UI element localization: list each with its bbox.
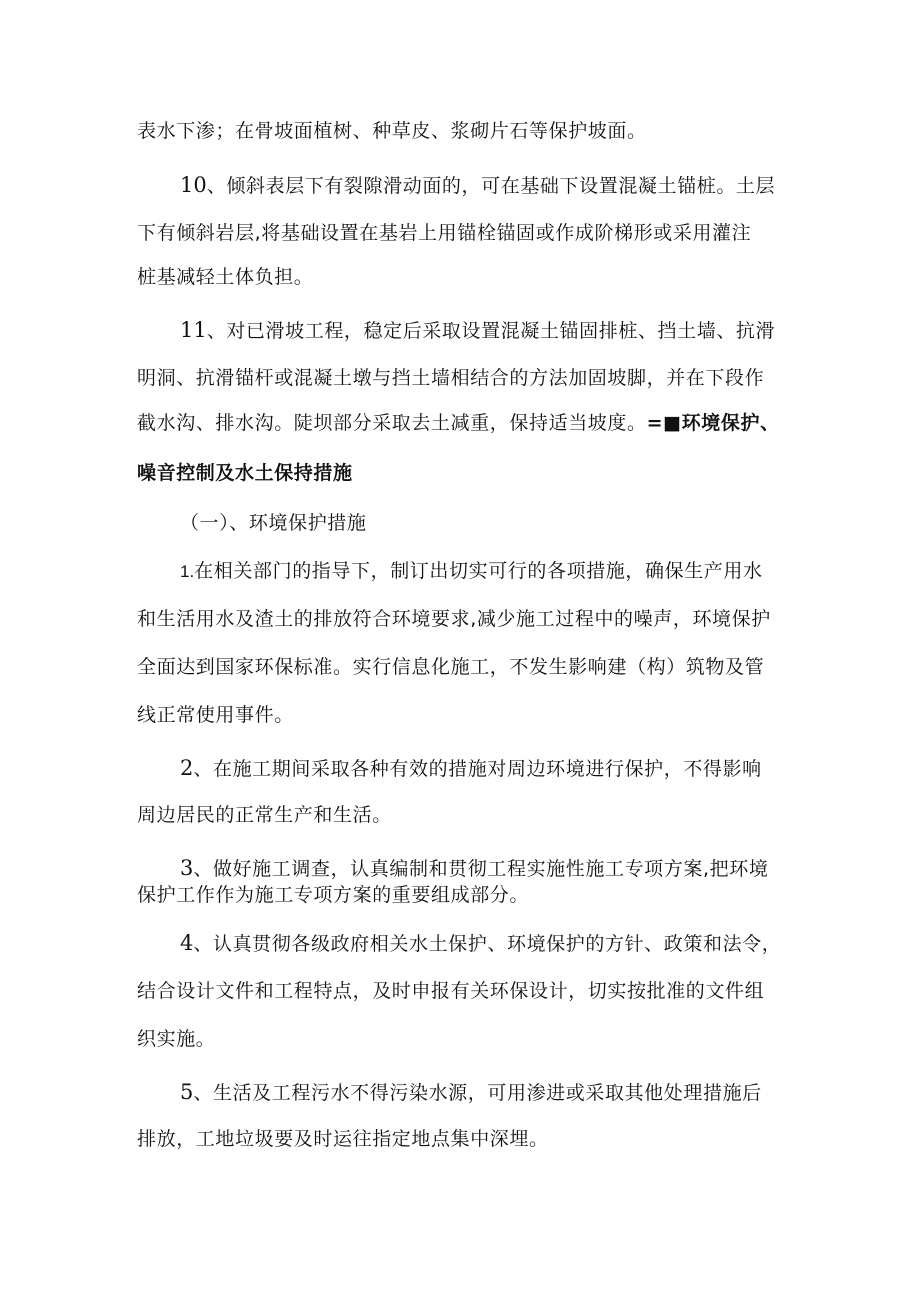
paragraph-line	[137, 410, 780, 436]
item-number: 4	[180, 931, 194, 955]
text-run: 、对已滑坡工程，稳定后采取设置混凝土锚固排桩、挡土墙、抗滑	[206, 320, 776, 342]
paragraph-line	[137, 882, 529, 908]
text-run: 和生活用水及渣土的排放符合环境要求,减少施工过程中的噪声，环境保护	[137, 608, 771, 630]
paragraph-line	[137, 1026, 215, 1052]
item-number: 5	[180, 1080, 194, 1104]
subsection-heading	[180, 510, 367, 536]
paragraph-line	[180, 855, 768, 882]
text-run: 截水沟、排水沟。陡坝部分采取去土减重，保持适当坡度。	[137, 412, 647, 434]
paragraph-line	[137, 606, 771, 632]
text-run: 明洞、抗滑锚杆或混凝土墩与挡土墙相结合的方法加固坡脚，并在下段作	[137, 367, 765, 389]
item-number: 1.	[180, 562, 195, 581]
item-number: 3	[180, 856, 194, 880]
paragraph-line	[137, 702, 294, 728]
text-run: 、认真贯彻各级政府相关水土保护、环境保护的方针、政策和法令，	[193, 933, 782, 955]
paragraph-line	[180, 558, 763, 585]
section-heading	[137, 460, 353, 486]
paragraph-line	[137, 264, 313, 290]
item-number: 10	[180, 173, 207, 197]
paragraph-line	[137, 365, 764, 391]
paragraph-line	[180, 755, 762, 782]
section-heading-start: =■环境保护、	[646, 412, 780, 434]
paragraph-line	[137, 654, 764, 680]
paragraph-line	[180, 1079, 762, 1106]
text-run: 、倾斜表层下有裂隙滑动面的，可在基础下设置混凝土锚桩。土层	[206, 175, 776, 197]
paragraph-line	[137, 1126, 549, 1152]
paragraph-line	[137, 802, 392, 828]
paragraph-line	[180, 172, 775, 199]
text-run: 线正常使用事件。	[137, 704, 294, 726]
paragraph-line	[180, 317, 775, 344]
text-run: 下有倾斜岩层,将基础设置在基岩上用锚栓锚固或作成阶梯形或采用灌注	[137, 222, 752, 244]
text-run: 排放，工地垃圾要及时运往指定地点集中深埋。	[137, 1128, 549, 1150]
text-run: 、生活及工程污水不得污染水源，可用渗进或采取其他处理措施后	[193, 1082, 762, 1104]
text-run: 织实施。	[137, 1028, 216, 1050]
text-run: 、在施工期间采取各种有效的措施对周边环境进行保护，不得影响	[193, 758, 762, 780]
item-number: 2	[180, 756, 194, 780]
text-run: 保护工作作为施工专项方案的重要组成部分。	[137, 884, 530, 906]
text-run: 噪音控制及水土保持措施	[137, 462, 353, 484]
text-run: 周边居民的正常生产和生活。	[137, 804, 392, 826]
paragraph-line	[180, 930, 781, 957]
item-number: 11	[180, 318, 207, 342]
text-run: 桩基减轻土体负担。	[137, 266, 314, 288]
text-run: 、做好施工调查，认真编制和贯彻工程实施性施工专项方案,把环境	[193, 858, 769, 880]
paragraph-line	[137, 220, 751, 246]
text-run: 全面达到国家环保标准。实行信息化施工，不发生影响建（构）筑物及管	[137, 656, 765, 678]
text-run: （一）、环境保护措施	[180, 512, 367, 534]
text-run: 结合设计文件和工程特点，及时申报有关环保设计，切实按批准的文件组	[137, 980, 765, 1002]
text-run: 在相关部门的指导下，制订出切实可行的各项措施，确保生产用水	[194, 560, 763, 582]
text-run: 表水下渗；在骨坡面植树、种草皮、浆砌片石等保护坡面。	[137, 120, 647, 142]
paragraph-line	[137, 118, 647, 144]
paragraph-line	[137, 978, 764, 1004]
